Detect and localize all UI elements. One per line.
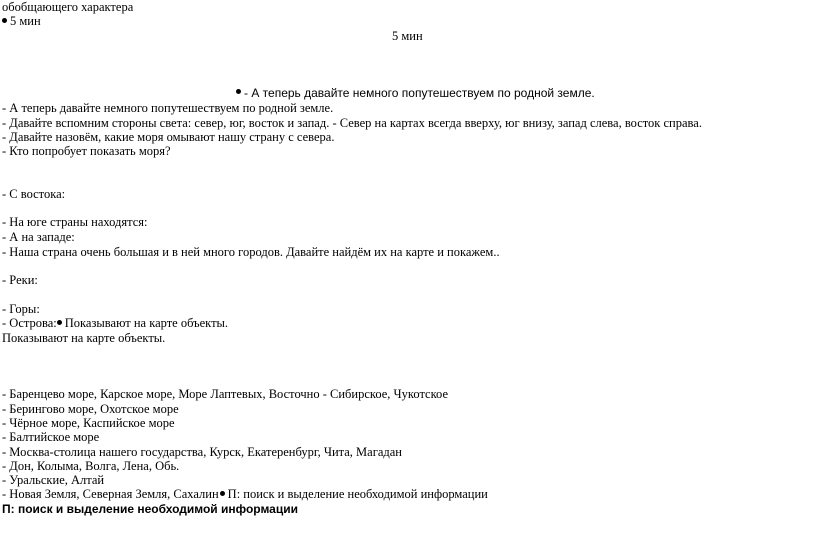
answer-line: - Уральские, Алтай [2,473,105,487]
answer-line: - Берингово море, Охотское море [2,402,179,416]
answer-line: - Балтийское море [2,430,100,444]
teacher-line: - Давайте вспомним стороны света: север, юг, восток и запад. - Север на картах всегда вверху, юг внизу, запад слева, восток справа. [2,116,702,130]
teacher-line: - А теперь давайте немного попутешествуем по родной земле. [2,101,334,115]
bullet-icon [236,89,241,94]
answer-line-islands [2,487,488,501]
teacher-line: - На юге страны находятся: [2,215,148,229]
show-objects-text: Показывают на карте объекты. [64,316,229,330]
islands-label: - Острова: [2,316,57,330]
bullet-icon [2,18,7,23]
intro-bullet-line [236,86,595,100]
center-time: 5 мин [392,29,423,43]
info-skill-text: П: поиск и выделение необходимой информации [227,487,488,501]
teacher-line: - А на западе: [2,230,75,244]
intro-bullet-text: - А теперь давайте немного попутешествуем по родной земле. [244,86,595,100]
info-skill-line: П: поиск и выделение необходимой информации [2,502,298,516]
answer-line: - Чёрное море, Каспийское море [2,416,175,430]
teacher-line: - Наша страна очень большая и в ней много городов. Давайте найдём их на карте и покажем.. [2,245,500,259]
answer-line: - Баренцево море, Карское море, Море Лаптевых, Восточно - Сибирское, Чукотское [2,387,448,401]
teacher-line: - Горы: [2,302,40,316]
teacher-line: - Кто попробует показать моря? [2,144,171,158]
header-line-1: обобщающего характера [2,0,134,14]
teacher-line: Показывают на карте объекты. [2,331,166,345]
answer-line: - Дон, Колыма, Волга, Лена, Обь. [2,459,180,473]
bullet-icon [220,491,225,496]
bullet-icon [57,320,62,325]
header-line-2 [2,14,41,28]
answer-line: - Москва-столица нашего государства, Курск, Екатеренбург, Чита, Магадан [2,445,402,459]
teacher-line: - Давайте назовём, какие моря омывают нашу страну с севера. [2,130,335,144]
teacher-line: - Реки: [2,273,38,287]
teacher-line-islands [2,316,228,330]
header-time: 5 мин [10,14,41,28]
islands-answer: - Новая Земля, Северная Земля, Сахалин [2,487,219,501]
teacher-line: - С востока: [2,187,66,201]
